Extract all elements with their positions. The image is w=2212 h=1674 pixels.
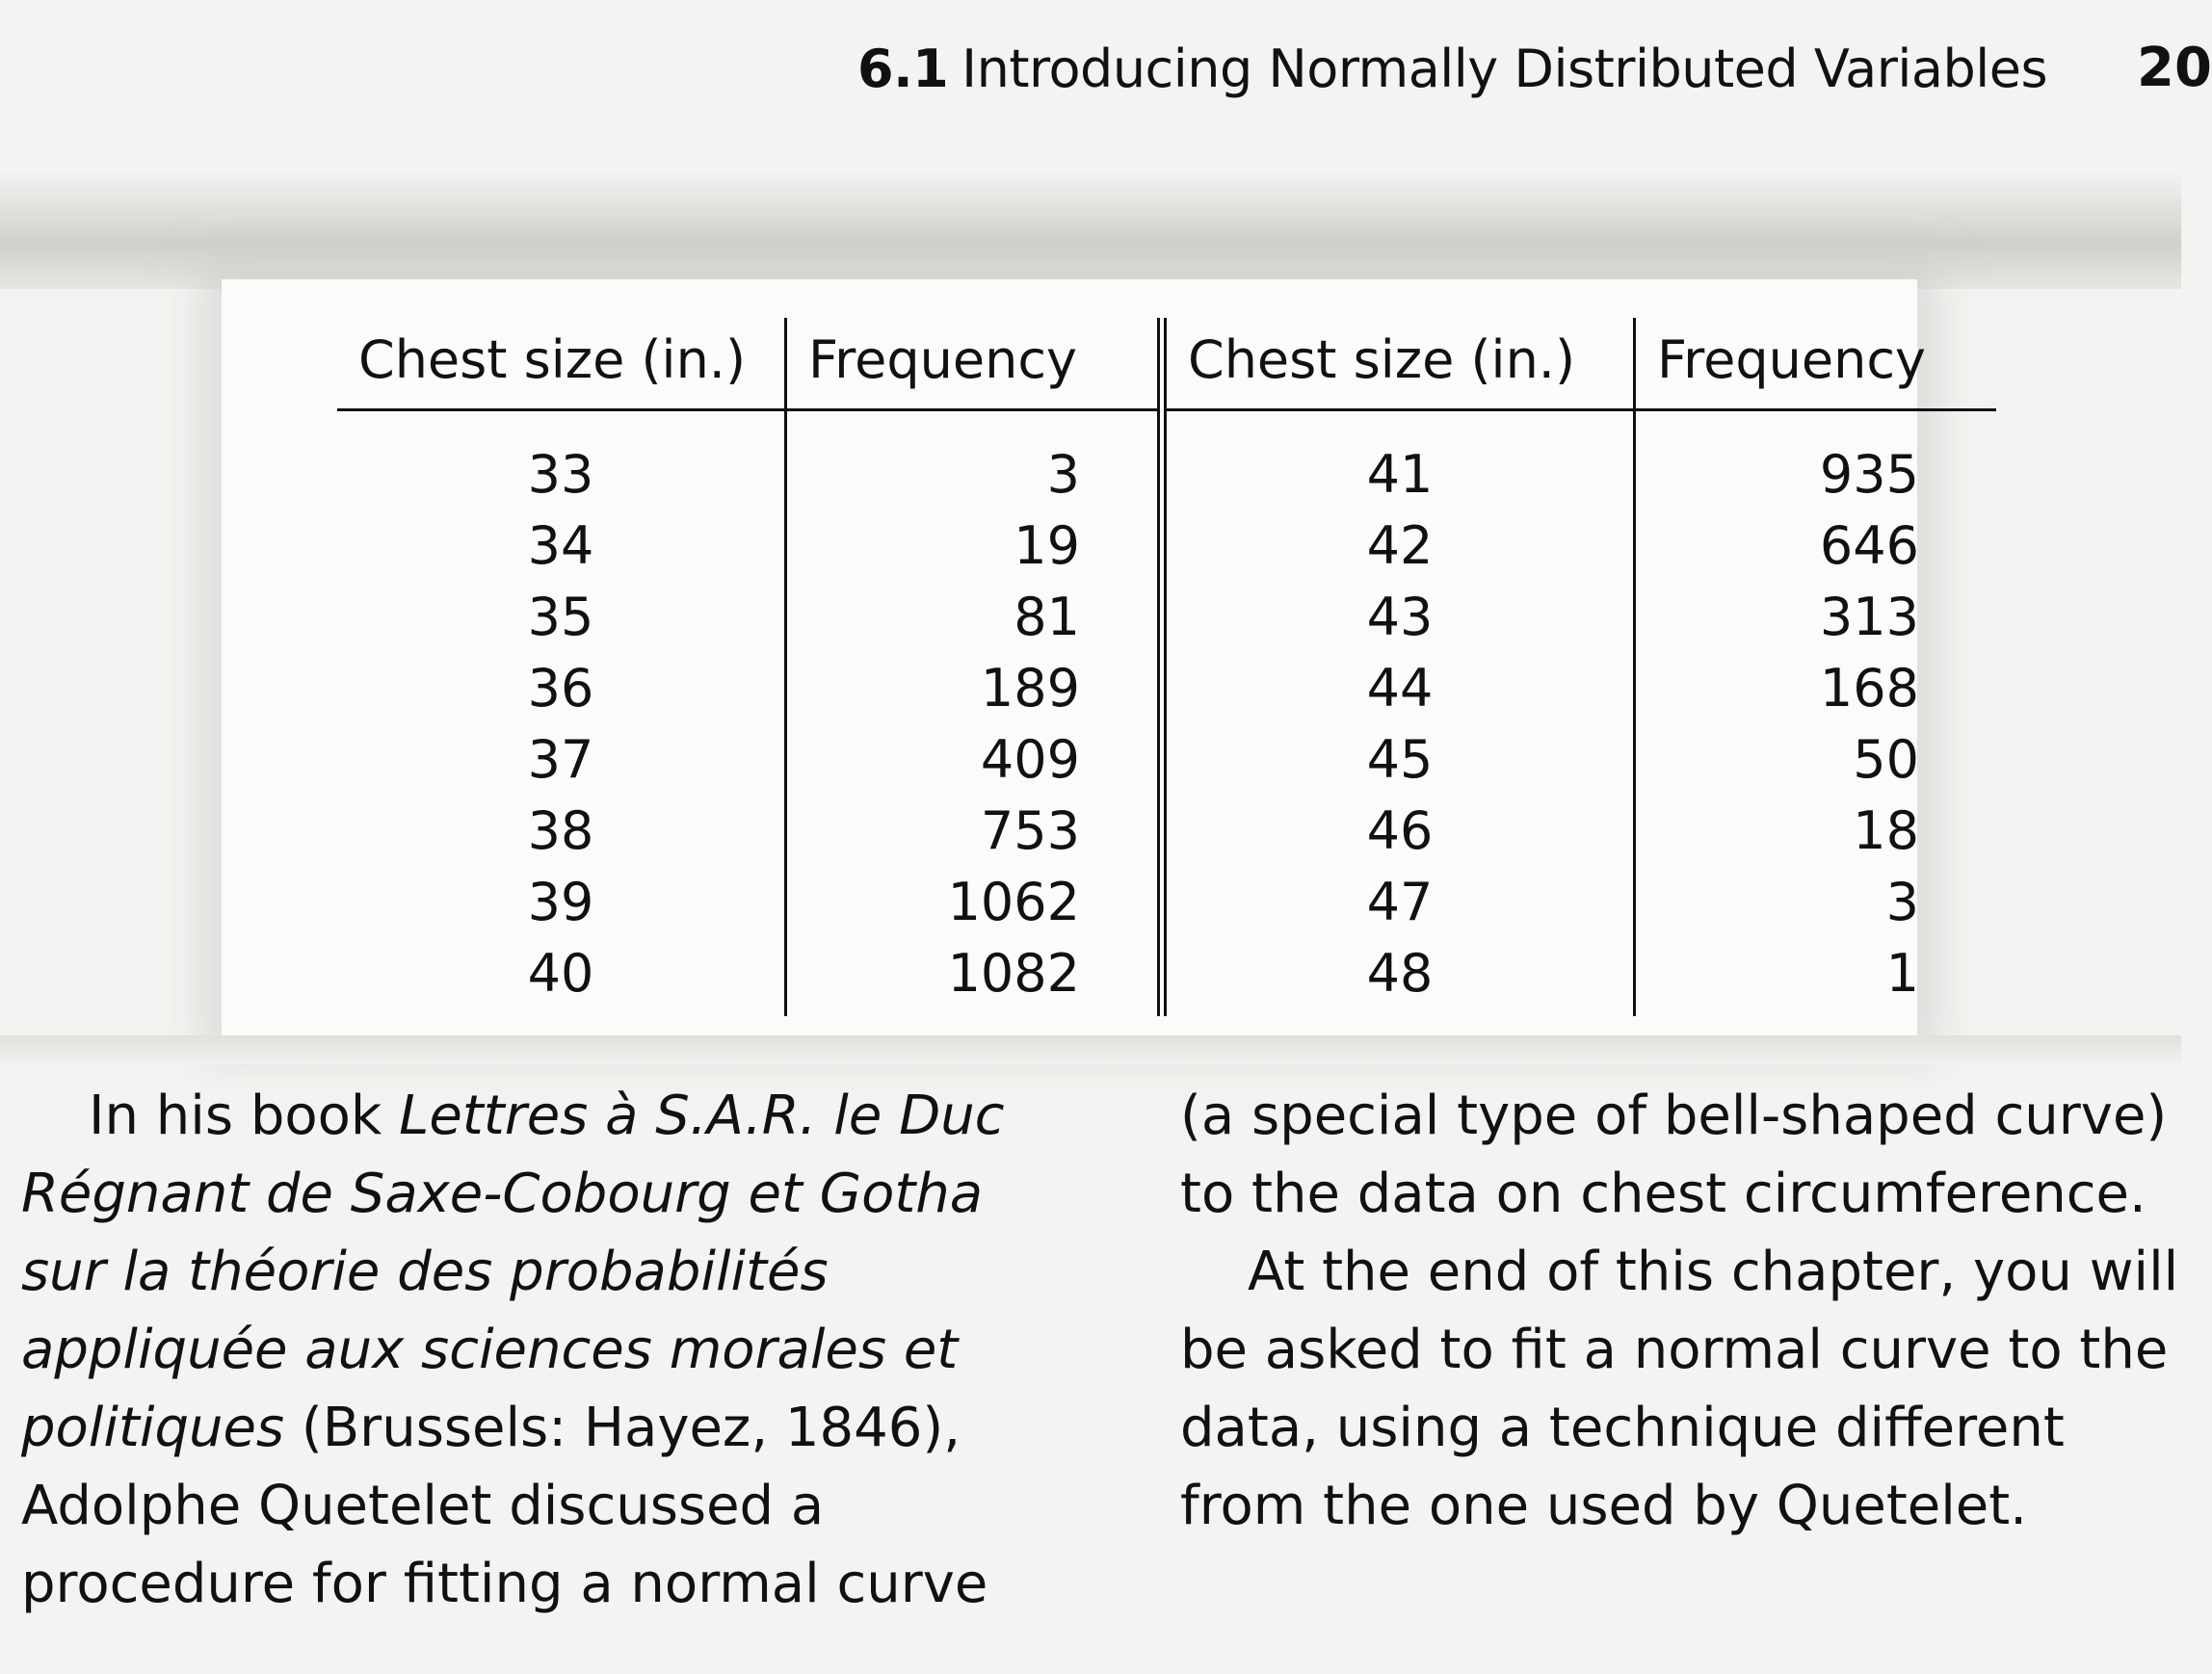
table-cell: 1 bbox=[1635, 938, 1997, 1016]
table-cell: 39 bbox=[527, 872, 594, 932]
table-cell: 168 bbox=[1635, 653, 1997, 724]
table-cell: 41 bbox=[1162, 410, 1635, 511]
table-row bbox=[337, 867, 1996, 938]
body-paragraph: (a special type of bell-shaped curve) to the data on chest circumference. bbox=[1180, 1085, 2168, 1225]
table-cell: 313 bbox=[1635, 582, 1997, 653]
header-frequency: Frequency bbox=[1635, 318, 1997, 410]
table-cell: 18 bbox=[1635, 796, 1997, 867]
header-frequency: Frequency bbox=[786, 318, 1163, 410]
table-row bbox=[337, 796, 1996, 867]
page-number: 20 bbox=[2137, 37, 2212, 99]
table-cell: 44 bbox=[1162, 653, 1635, 724]
table-cell: 3 bbox=[786, 410, 1163, 511]
right-text-column bbox=[1180, 1077, 2182, 1545]
table-cell: 33 bbox=[527, 444, 594, 505]
table-cell: 43 bbox=[1162, 582, 1635, 653]
table-cell: 37 bbox=[527, 729, 594, 790]
table-cell: 646 bbox=[1635, 510, 1997, 582]
table-cell: 409 bbox=[786, 724, 1163, 796]
header-chest-size: Chest size (in.) bbox=[1162, 318, 1635, 410]
table-cell: 36 bbox=[527, 658, 594, 719]
table-cell: 48 bbox=[1162, 938, 1635, 1016]
book-title: Lettres à S.A.R. le Duc Régnant de Saxe-Cobourg et Gotha sur la théorie des probabilités appliquée aux sciences morales et politiques bbox=[21, 1085, 1005, 1459]
table-row bbox=[337, 938, 1996, 1016]
table-header-row bbox=[337, 318, 1996, 410]
section-title: Introducing Normally Distributed Variables bbox=[961, 39, 2048, 99]
table-cell: 1062 bbox=[786, 867, 1163, 938]
table-cell: 50 bbox=[1635, 724, 1997, 796]
table-row bbox=[337, 653, 1996, 724]
table-cell: 3 bbox=[1635, 867, 1997, 938]
table-cell: 189 bbox=[786, 653, 1163, 724]
table-cell: 81 bbox=[786, 582, 1163, 653]
section-number: 6.1 bbox=[857, 39, 949, 99]
table-row bbox=[337, 724, 1996, 796]
header-chest-size: Chest size (in.) bbox=[337, 318, 786, 410]
table-row bbox=[337, 510, 1996, 582]
table-cell: 45 bbox=[1162, 724, 1635, 796]
chest-size-frequency-table bbox=[337, 318, 1996, 1016]
scan-shadow-band-bottom bbox=[0, 1035, 2181, 1064]
table-cell: 19 bbox=[786, 510, 1163, 582]
table-cell: 35 bbox=[527, 587, 594, 647]
table-cell: 40 bbox=[527, 943, 594, 1004]
table-row bbox=[337, 582, 1996, 653]
table-cell: 1082 bbox=[786, 938, 1163, 1016]
paragraph-text: (Brussels: Hayez, 1846), Adolphe Quetelet discussed a procedure for fitting a normal curve bbox=[21, 1397, 988, 1615]
table-cell: 42 bbox=[1162, 510, 1635, 582]
scan-shadow-band bbox=[0, 173, 2181, 289]
table-cell: 753 bbox=[786, 796, 1163, 867]
table-cell: 935 bbox=[1635, 410, 1997, 511]
paragraph-text: In his book bbox=[89, 1085, 400, 1147]
running-header bbox=[857, 39, 2047, 99]
left-text-column bbox=[21, 1077, 1081, 1623]
table-row bbox=[337, 410, 1996, 511]
table-cell: 47 bbox=[1162, 867, 1635, 938]
table-cell: 34 bbox=[527, 515, 594, 576]
table-cell: 46 bbox=[1162, 796, 1635, 867]
body-paragraph bbox=[21, 1077, 1081, 1623]
body-paragraph: At the end of this chapter, you will be asked to fit a normal curve to the data, using a technique different from the one used by Quetelet. bbox=[1180, 1241, 2179, 1537]
table-cell: 38 bbox=[527, 800, 594, 861]
